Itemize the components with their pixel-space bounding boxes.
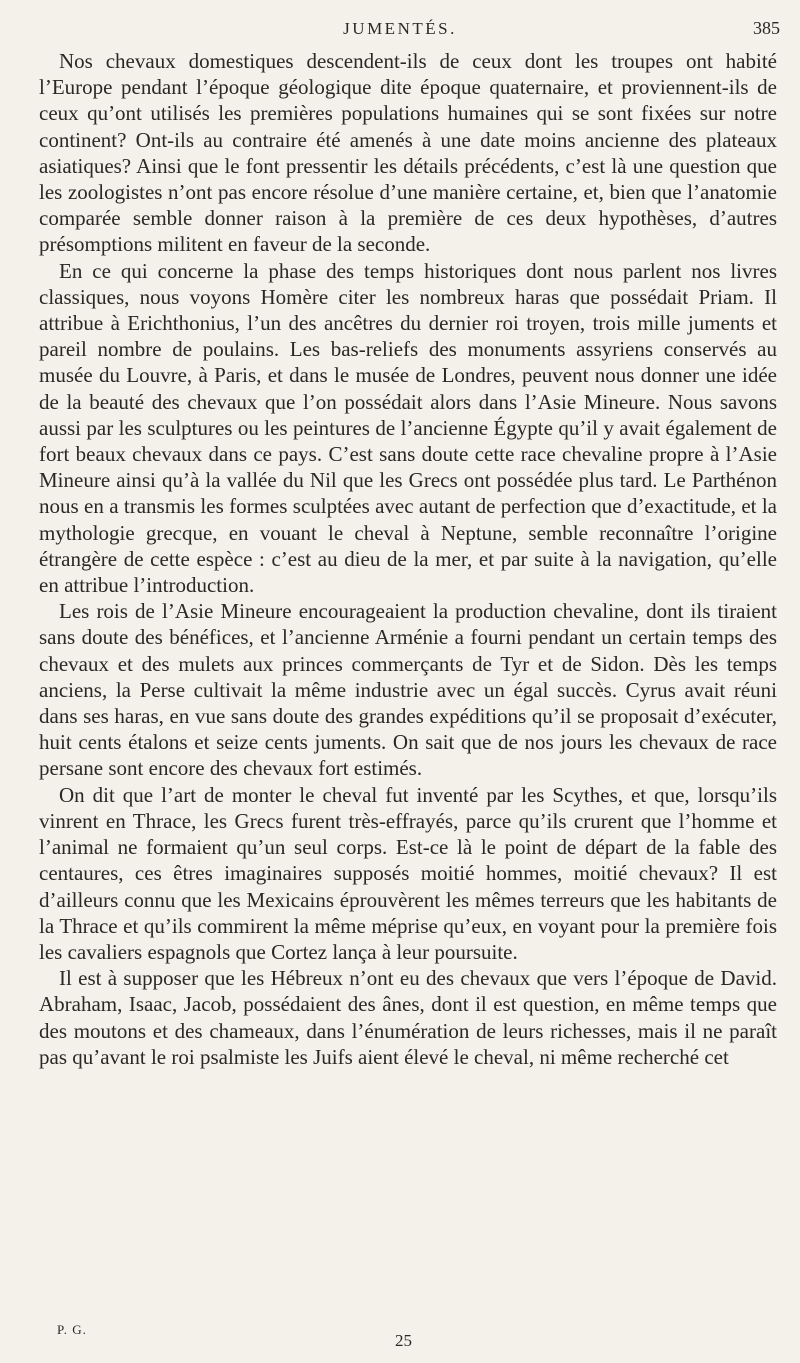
paragraph-asia-minor-kings: Les rois de l’Asie Mineure encourageaient la production chevaline, dont ils tiraient sans doute des bénéfices, et l’ancienne Arménie a fourni pendant un certain temps des chevaux et des mulets aux princes commerçants de Tyr et de Sidon. Dès les temps anciens, la Perse cultivait la même industrie avec un égal succès. Cyrus avait réuni dans ses haras, en vue sans doute des grandes expéditions qu’il se proposait d’exécuter, huit cents étalons et seize cents juments. On sait que de nos jours les chevaux de race persane sont encore des chevaux fort estimés. [39, 599, 777, 781]
page-number: 385 [753, 18, 780, 38]
paragraph-scythians: On dit que l’art de monter le cheval fut inventé par les Scythes, et que, lorsqu’ils vinrent en Thrace, les Grecs furent très-effrayés, parce qu’ils crurent que l’homme et l’animal ne formaient qu’un seul corps. Est-ce là le point de départ de la fable des centaures, ces êtres imaginaires supposés moitié hommes, moitié chevaux? Il est d’ailleurs connu que les Mexicains éprouvèrent les mêmes terreurs que les habitants de la Thrace et qu’ils commirent la même méprise qu’eux, en voyant pour la première fois les cavaliers espagnols que Cortez lança à leur poursuite. [39, 782, 777, 964]
running-head [0, 16, 800, 38]
signature-mark: P. G. [57, 1322, 87, 1337]
body-text [39, 48, 777, 1070]
paragraph-hebrews: Il est à supposer que les Hébreux n’ont eu des chevaux que vers l’époque de David. Abraham, Isaac, Jacob, possédaient des ânes, dont il est question, en même temps que des moutons et des chameaux, dans l’énumération de leurs richesses, mais il ne paraît pas qu’avant le roi psalmiste les Juifs aient élevé le cheval, ni même recherché cet [39, 966, 777, 1069]
paragraph-origins: Nos chevaux domestiques descendent-ils de ceux dont les troupes ont habité l’Europe pendant l’époque géologique dite époque quaternaire, et proviennent-ils de ceux qu’ont utilisés les premières populations humaines qui se sont fixées sur notre continent? Ont-ils au contraire été amenés à une date moins ancienne des plateaux asiatiques? Ainsi que le font pressentir les détails précédents, c’est là une question que les zoologistes n’ont pas encore résolue d’une manière certaine, et, bien que l’anatomie comparée semble donner raison à la première de ces deux hypothèses, d’autres présomptions militent en faveur de la seconde. [39, 49, 777, 257]
running-title: JUMENTÉS. [343, 19, 457, 38]
paragraph-historic-times: En ce qui concerne la phase des temps historiques dont nous parlent nos livres classiques, nous voyons Homère citer les nombreux haras que possédait Priam. Il attribue à Erichthonius, l’un des ancêtres du dernier roi troyen, trois mille juments et pareil nombre de poulains. Les bas-reliefs des monuments assyriens conservés au musée du Louvre, à Paris, et dans le musée de Londres, peuvent nous donner une idée de la beauté des chevaux que l’on possédait alors dans l’Asie Mineure. Nous savons aussi par les sculptures ou les peintures de l’ancienne Égypte qu’il y avait également de fort beaux chevaux dans ce pays. C’est sans doute cette race chevaline propre à l’Asie Mineure ainsi qu’à la vallée du Nil que les Grecs ont possédée plus tard. Le Parthénon nous en a transmis les formes sculptées avec autant de perfection que d’exactitude, et la mythologie grecque, en vouant le cheval à Neptune, semble reconnaître l’origine étrangère de cette espèce : c’est au dieu de la mer, et par suite à la navigation, qu’elle en attribue l’introduction. [39, 258, 777, 598]
sheet-number: 25 [395, 1331, 412, 1350]
